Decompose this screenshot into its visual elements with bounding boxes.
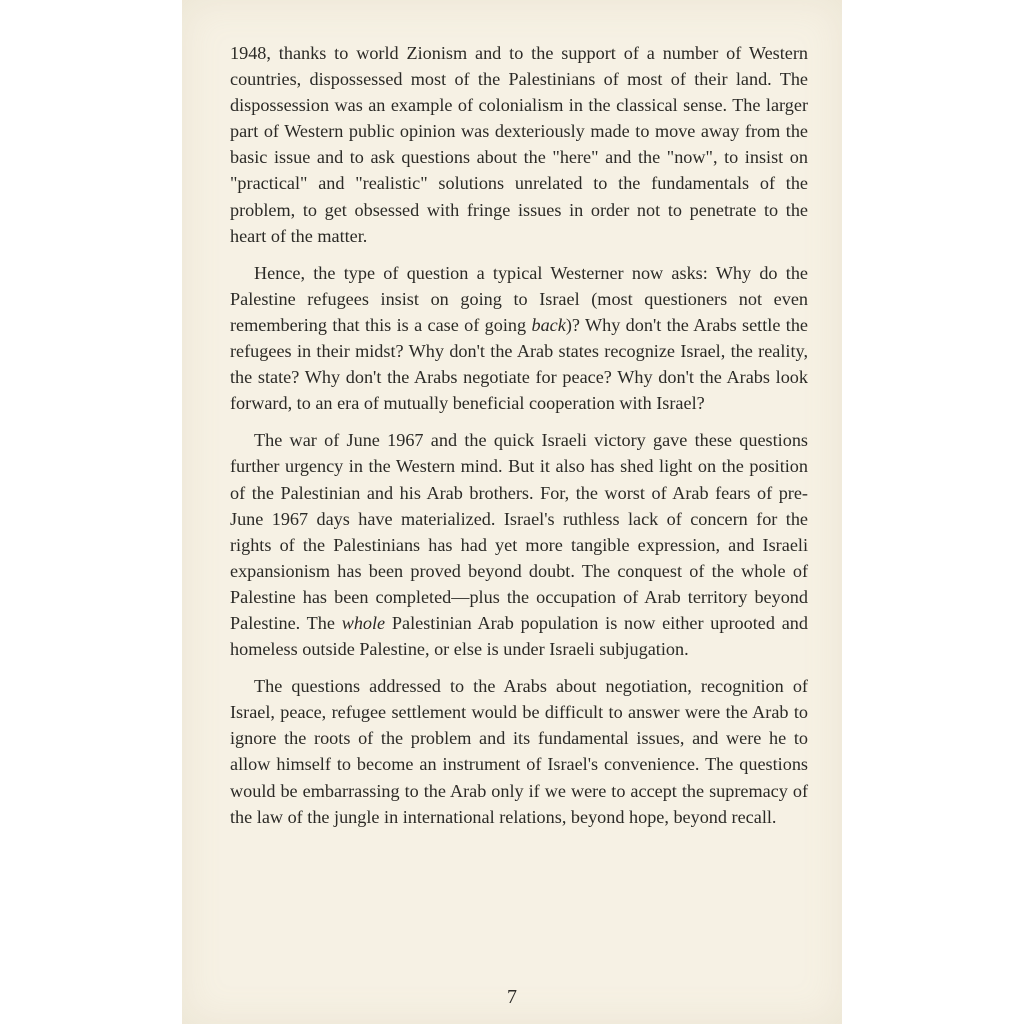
paragraph-2 [230,260,808,417]
paragraph-4-text: The questions addressed to the Arabs about negotiation, recognition of Israel, peace, refugee settlement would be difficult to answer were the Arab to ignore the roots of the problem and its fundamental issues, and were he to allow himself to become an instrument of Israel's convenience. The questions would be embarrassing to the Arab only if we were to accept the supremacy of the law of the jungle in international relations, beyond hope, beyond recall. [230,676,808,827]
paragraph-2-text-b: )? Why don't the Arabs settle the refugees in their midst? Why don't the Arab states recognize Israel, the reality, the state? Why don't the Arabs negotiate for peace? Why don't the Arabs look forward, to an era of mutually beneficial cooperation with Israel? [230,314,808,414]
paragraph-3-text-a: The war of June 1967 and the quick Israeli victory gave these questions further urgency in the Western mind. But it also has shed light on the position of the Palestinian and his Arab brothers. For, the worst of Arab fears of pre-June 1967 days have materialized. Israel's ruthless lack of concern for the rights of the Palestinians has had yet more tangible expression, and Israeli expansionism has been proved beyond doubt. The conquest of the whole of Palestine has been completed—plus the occupation of Arab territory beyond Palestine. The [230,430,808,633]
paragraph-2-italic: back [531,314,566,335]
paragraph-3-italic: whole [341,612,386,633]
paragraph-3-text-b: Palestinian Arab population is now either uprooted and homeless outside Palestine, or else is under Israeli subjugation. [230,612,808,660]
paragraph-2-text-a: Hence, the type of question a typical Westerner now asks: Why do the Palestine refugees insist on going to Israel (most questioners not even remembering that this is a case of going [230,262,808,335]
paragraph-1 [230,40,808,249]
paragraph-4 [230,673,808,830]
paragraph-3 [230,427,808,662]
body-text [230,40,808,841]
page-number: 7 [507,986,517,1008]
book-page [182,0,842,1024]
paragraph-1-text: 1948, thanks to world Zionism and to the support of a number of Western countries, dispossessed most of the Palestinians of most of their land. The dispossession was an example of colonialism in the classical sense. The larger part of Western public opinion was dexteriously made to move away from the basic issue and to ask questions about the "here" and the "now", to insist on "practical" and "realistic" solutions unrelated to the fundamentals of the problem, to get obsessed with fringe issues in order not to penetrate to the heart of the matter. [230,43,808,246]
